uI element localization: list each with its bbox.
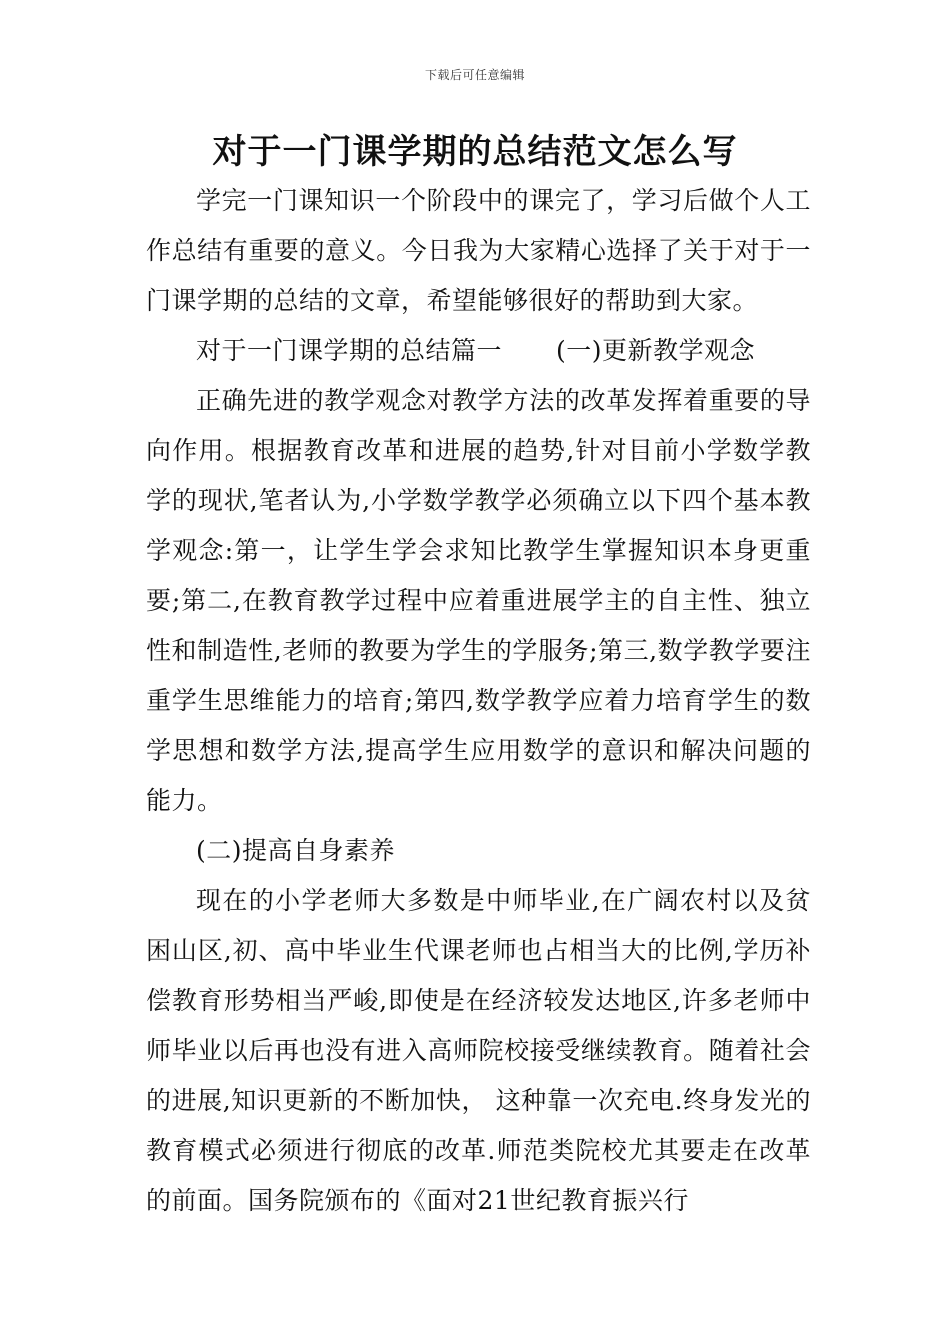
document-title: 对于一门课学期的总结范文怎么写 [212, 132, 738, 172]
document-body [146, 176, 811, 1226]
body-paragraph: 正确先进的教学观念对教学方法的改革发挥着重要的导向作用。根据教育改革和进展的趋势,针对目前小学数学教学的现状,笔者认为,小学数学教学必须确立以下四个基本教学观念:第一，让学生学会求知比教学生掌握知识本身更重要;第二,在教育教学过程中应着重进展学主的自主性、独立性和制造性,老师的教要为学生的学服务;第三,数学教学要注重学生思维能力的培育;第四,数学教学应着力培育学生的数学思想和数学方法,提高学生应用数学的意识和解决问题的能力。 [146, 386, 811, 815]
section-heading-line [146, 326, 811, 376]
subsection-heading-2: (二)提高自身素养 [196, 836, 396, 865]
subsection-heading: (一)更新教学观念 [556, 336, 756, 365]
header-note: 下载后可任意编辑 [424, 68, 525, 82]
body-paragraph: 现在的小学老师大多数是中师毕业,在广阔农村以及贫困山区,初、高中毕业生代课老师也占相当大的比例,学历补偿教育形势相当严峻,即使是在经济较发达地区,许多老师中师毕业以后再也没有进入高师院校接受继续教育。随着社会的进展,知识更新的不断加快， 这种靠一次充电.终身发光的教育模式必须进行彻底的改革.师范类院校尤其要走在改革的前面。国务院颁布的《面对21世纪教育振兴行 [146, 886, 811, 1215]
part-label: 对于一门课学期的总结篇一 [196, 336, 503, 365]
intro-paragraph: 学完一门课知识一个阶段中的课完了，学习后做个人工作总结有重要的意义。今日我为大家精心选择了关于对于一门课学期的总结的文章，希望能够很好的帮助到大家。 [146, 186, 811, 315]
